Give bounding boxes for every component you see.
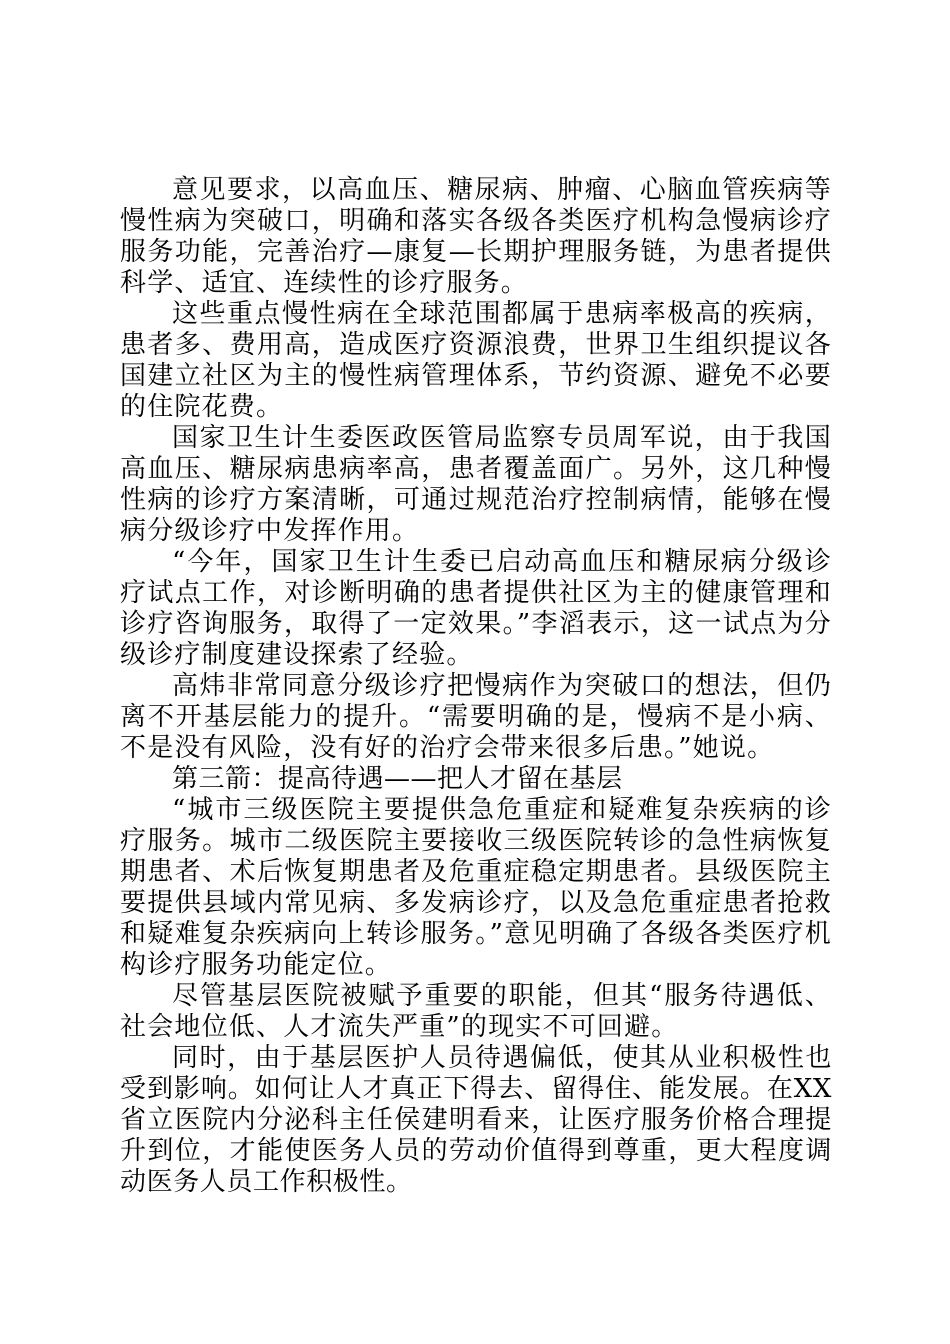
paragraph-4: “今年，国家卫生计生委已启动高血压和糖尿病分级诊疗试点工作，对诊断明确的患者提供社区为主的健康管理和诊疗咨询服务，取得了一定效果。”李滔表示，这一试点为分级诊疗制度建设探索了经验。 <box>120 547 832 670</box>
paragraph-2: 这些重点慢性病在全球范围都属于患病率极高的疾病，患者多、费用高，造成医疗资源浪费，世界卫生组织提议各国建立社区为主的慢性病管理体系，节约资源、避免不必要的住院花费。 <box>120 299 832 422</box>
document-body <box>120 175 832 1198</box>
paragraph-3: 国家卫生计生委医政医管局监察专员周军说，由于我国高血压、糖尿病患病率高，患者覆盖面广。另外，这几种慢性病的诊疗方案清晰，可通过规范治疗控制病情，能够在慢病分级诊疗中发挥作用。 <box>120 423 832 546</box>
paragraph-5: 高炜非常同意分级诊疗把慢病作为突破口的想法，但仍离不开基层能力的提升。“需要明确的是，慢病不是小病、不是没有风险，没有好的治疗会带来很多后患。”她说。 <box>120 671 832 763</box>
section-heading: 第三箭：提高待遇——把人才留在基层 <box>172 764 623 794</box>
paragraph-1: 意见要求，以高血压、糖尿病、肿瘤、心脑血管疾病等慢性病为突破口，明确和落实各级各类医疗机构急慢病诊疗服务功能，完善治疗—康复—长期护理服务链，为患者提供科学、适宜、连续性的诊疗服务。 <box>120 175 832 298</box>
paragraph-8: 同时，由于基层医护人员待遇偏低，使其从业积极性也受到影响。如何让人才真正下得去、留得住、能发展。在XX省立医院内分泌科主任侯建明看来，让医疗服务价格合理提升到位，才能使医务人员的劳动价值得到尊重，更大程度调动医务人员工作积极性。 <box>120 1043 832 1197</box>
paragraph-6: “城市三级医院主要提供急危重症和疑难复杂疾病的诊疗服务。城市二级医院主要接收三级医院转诊的急性病恢复期患者、术后恢复期患者及危重症稳定期患者。县级医院主要提供县域内常见病、多发病诊疗，以及急危重症患者抢救和疑难复杂疾病向上转诊服务。”意见明确了各级各类医疗机构诊疗服务功能定位。 <box>120 795 832 980</box>
paragraph-7: 尽管基层医院被赋予重要的职能，但其“服务待遇低、社会地位低、人才流失严重”的现实不可回避。 <box>120 981 832 1042</box>
